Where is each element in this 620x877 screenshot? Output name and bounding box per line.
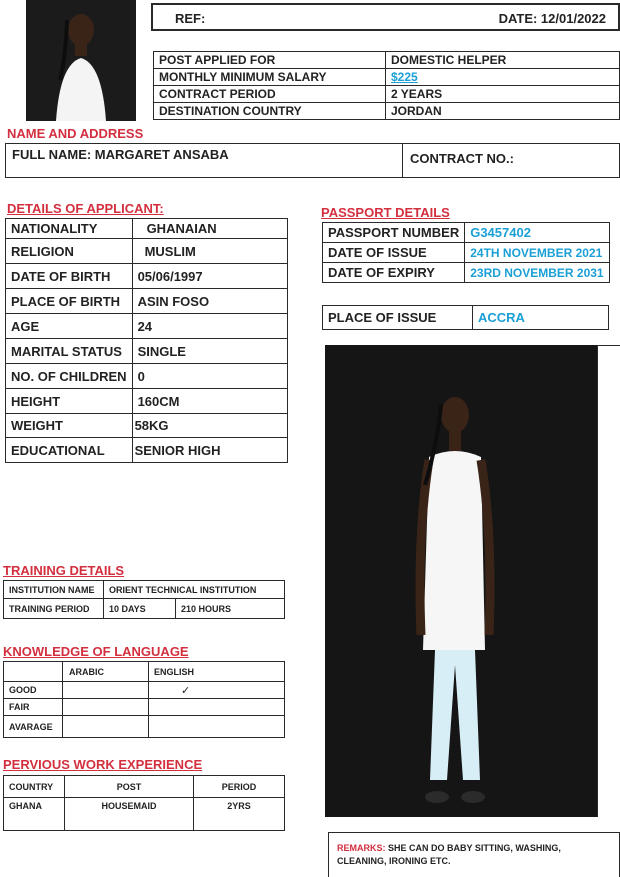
applicant-value: 58KG [132, 414, 287, 438]
work-header: PERIOD [194, 776, 285, 798]
name-box [5, 143, 620, 178]
full-name: FULL NAME: MARGARET ANSABA [12, 147, 229, 162]
remarks-label: REMARKS: [337, 843, 386, 853]
passport-label: DATE OF EXPIRY [323, 263, 465, 283]
full-body-figure [325, 345, 597, 817]
job-table [153, 51, 620, 120]
applicant-value: MUSLIM [132, 239, 287, 264]
place-of-issue-label: PLACE OF ISSUE [323, 306, 473, 330]
passport-section-title: PASSPORT DETAILS [321, 205, 450, 220]
job-value: DOMESTIC HELPER [386, 52, 620, 69]
applicant-label: EDUCATIONAL [6, 438, 133, 463]
language-cell [149, 699, 285, 716]
place-of-issue-table [322, 305, 609, 330]
work-header: POST [65, 776, 194, 798]
work-header: COUNTRY [4, 776, 65, 798]
work-cell: GHANA [4, 798, 65, 831]
passport-label: PASSPORT NUMBER [323, 223, 465, 243]
work-table [3, 775, 285, 831]
ref-label: REF: [175, 11, 206, 26]
passport-label: DATE OF ISSUE [323, 243, 465, 263]
job-label: POST APPLIED FOR [154, 52, 386, 69]
applicant-label: NO. OF CHILDREN [6, 364, 133, 389]
applicant-table [5, 218, 288, 463]
applicant-section-title: DETAILS OF APPLICANT: [7, 201, 164, 216]
portrait-photo [26, 0, 136, 121]
passport-value: 24TH NOVEMBER 2021 [465, 243, 609, 263]
language-corner [4, 662, 63, 682]
language-row-label: GOOD [4, 682, 63, 699]
applicant-label: WEIGHT [6, 414, 133, 438]
applicant-label: HEIGHT [6, 389, 133, 414]
job-label: MONTHLY MINIMUM SALARY [154, 69, 386, 86]
applicant-value: 160CM [132, 389, 287, 414]
check-icon: ✓ [149, 682, 285, 699]
place-of-issue-value: ACCRA [473, 306, 609, 330]
applicant-label: AGE [6, 314, 133, 339]
training-days: 10 DAYS [104, 599, 176, 619]
remarks-box [328, 832, 620, 877]
name-section-title: NAME AND ADDRESS [7, 126, 144, 141]
applicant-value: 0 [132, 364, 287, 389]
applicant-label: MARITAL STATUS [6, 339, 133, 364]
work-section-title: PERVIOUS WORK EXPERIENCE [3, 757, 203, 772]
training-section-title: TRAINING DETAILS [3, 563, 125, 578]
photo-frame-line [597, 345, 620, 817]
job-value: 2 YEARS [386, 86, 620, 103]
applicant-value: ASIN FOSO [132, 289, 287, 314]
applicant-label: NATIONALITY [6, 219, 133, 239]
language-cell [149, 716, 285, 738]
language-row-label: FAIR [4, 699, 63, 716]
language-col-arabic: ARABIC [63, 662, 149, 682]
applicant-label: DATE OF BIRTH [6, 264, 133, 289]
remarks-text [337, 842, 561, 868]
applicant-label: RELIGION [6, 239, 133, 264]
date-label: DATE: 12/01/2022 [498, 11, 606, 26]
applicant-label: PLACE OF BIRTH [6, 289, 133, 314]
institution-label: INSTITUTION NAME [4, 581, 104, 599]
institution-value: ORIENT TECHNICAL INSTITUTION [104, 581, 285, 599]
training-hours: 210 HOURS [176, 599, 285, 619]
portrait-figure [26, 0, 136, 121]
training-table [3, 580, 285, 619]
job-label: DESTINATION COUNTRY [154, 103, 386, 120]
applicant-value: SINGLE [132, 339, 287, 364]
contract-no-label: CONTRACT NO.: [410, 151, 514, 166]
language-row-label: AVARAGE [4, 716, 63, 738]
applicant-value: SENIOR HIGH [132, 438, 287, 463]
language-cell [63, 682, 149, 699]
language-section-title: KNOWLEDGE OF LANGUAGE [3, 644, 189, 659]
language-cell [63, 699, 149, 716]
ref-date-box [151, 3, 620, 31]
applicant-value: 05/06/1997 [132, 264, 287, 289]
language-col-english: ENGLISH [149, 662, 285, 682]
applicant-value: 24 [132, 314, 287, 339]
remarks-line2: CLEANING, IRONING ETC. [337, 856, 451, 866]
job-value: $225 [386, 69, 620, 86]
language-cell [63, 716, 149, 738]
remarks-line1: SHE CAN DO BABY SITTING, WASHING, [385, 843, 561, 853]
work-cell: HOUSEMAID [65, 798, 194, 831]
training-period-label: TRAINING PERIOD [4, 599, 104, 619]
full-body-photo [325, 345, 597, 817]
passport-value: 23RD NOVEMBER 2031 [465, 263, 609, 283]
job-value: JORDAN [386, 103, 620, 120]
passport-value: G3457402 [465, 223, 609, 243]
job-label: CONTRACT PERIOD [154, 86, 386, 103]
passport-table [322, 222, 610, 283]
name-divider [402, 144, 403, 177]
language-table [3, 661, 285, 738]
work-cell: 2YRS [194, 798, 285, 831]
applicant-value: GHANAIAN [132, 219, 287, 239]
